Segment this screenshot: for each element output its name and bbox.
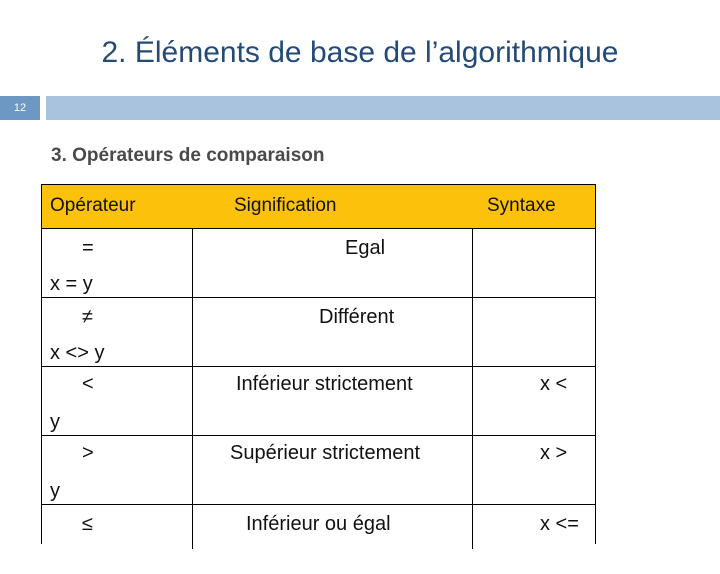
operator-cell: < <box>82 373 94 395</box>
header-operator: Opérateur <box>50 195 136 216</box>
syntax-cell-wrap: x <> y <box>50 342 105 364</box>
column-divider <box>472 229 473 549</box>
operators-table <box>41 184 596 544</box>
table-row <box>42 436 595 505</box>
table-row <box>42 367 595 436</box>
operator-cell: ≠ <box>82 306 93 328</box>
syntax-cell-wrap: y <box>50 411 60 433</box>
operator-cell: > <box>82 442 94 464</box>
column-divider <box>192 229 193 549</box>
header-bar <box>46 96 720 120</box>
table-row <box>42 229 595 298</box>
syntax-cell: x <= <box>540 513 579 535</box>
header-syntax: Syntaxe <box>487 195 556 216</box>
syntax-cell-wrap: y <box>50 480 60 502</box>
section-subtitle: 3. Opérateurs de comparaison <box>51 145 325 166</box>
meaning-cell: Inférieur strictement <box>236 373 413 395</box>
table-header <box>42 185 595 229</box>
slide-number: 12 <box>0 96 40 120</box>
syntax-cell-wrap: x = y <box>50 273 93 295</box>
meaning-cell: Supérieur strictement <box>230 442 421 464</box>
slide-title: 2. Éléments de base de l’algorithmique <box>101 36 619 69</box>
meaning-cell: Egal <box>345 237 386 259</box>
meaning-cell: Différent <box>319 306 395 328</box>
meaning-cell: Inférieur ou égal <box>246 513 391 535</box>
operator-cell: ≤ <box>82 513 93 535</box>
table-row <box>42 298 595 367</box>
syntax-cell: x > <box>540 442 568 464</box>
header-meaning: Signification <box>234 195 337 216</box>
syntax-cell: x < <box>540 373 568 395</box>
operator-cell: = <box>82 237 94 259</box>
